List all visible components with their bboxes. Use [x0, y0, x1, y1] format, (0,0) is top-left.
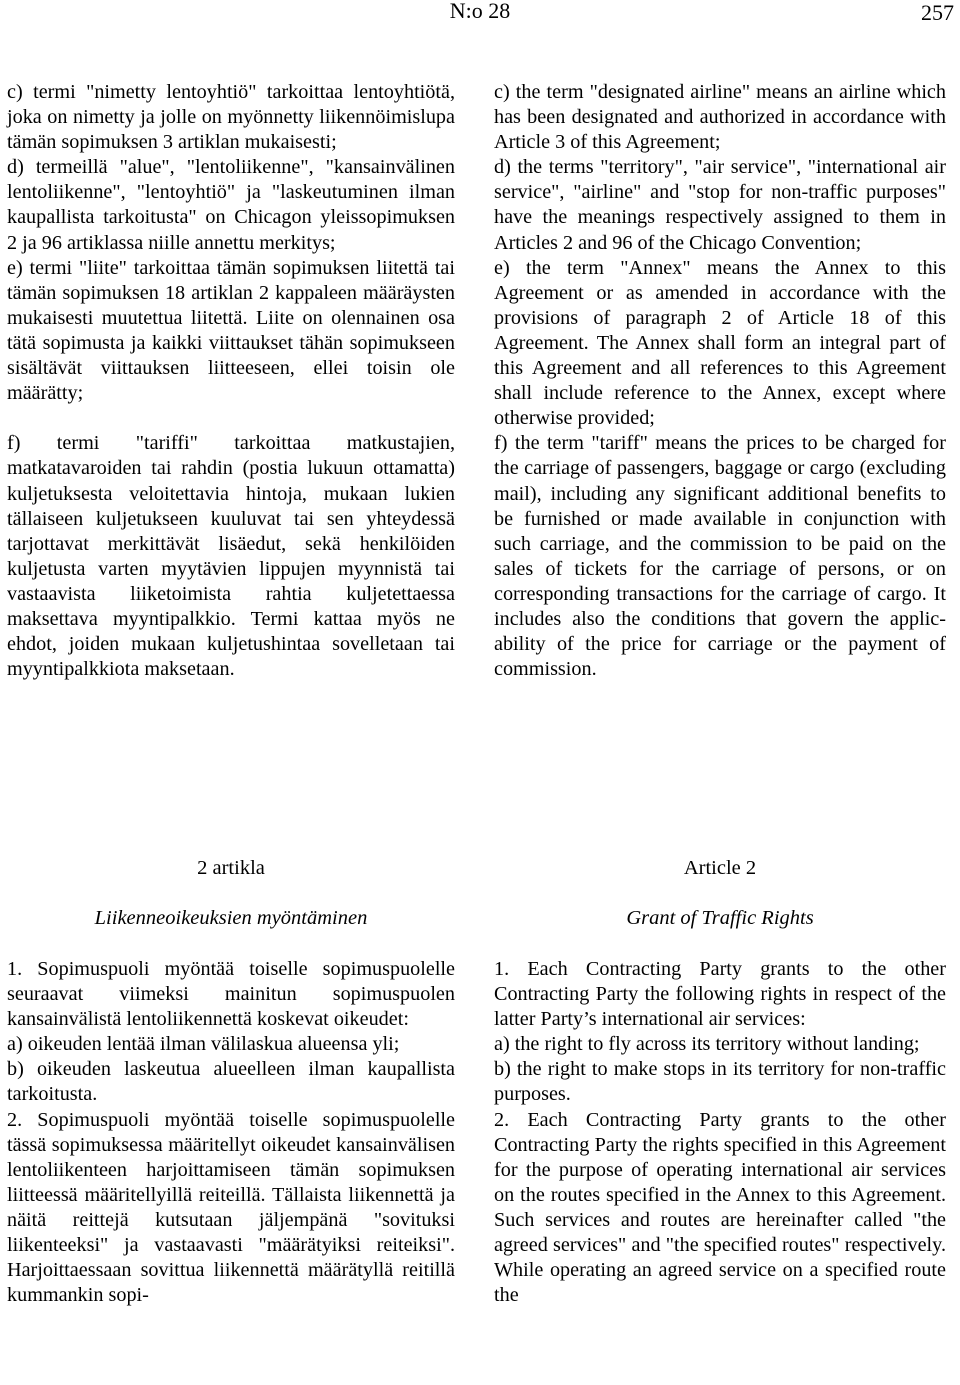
finnish-article-item-b: b) oikeuden laskeutua alueelleen ilman kaupallista tarkoitusta. — [7, 1058, 455, 1106]
series-number: N:o 28 — [449, 0, 511, 23]
english-article-item-b: b) the right to make stops in its territory for non-traffic purposes. — [494, 1058, 946, 1106]
finnish-article-number: 2 artikla — [197, 857, 265, 879]
english-definitions-column — [494, 80, 946, 682]
finnish-article-item-a: a) oikeuden lentää ilman välilaskua alueensa yli; — [7, 1033, 400, 1056]
finnish-article-paragraph-1: 1. Sopimuspuoli myöntää toiselle sopimuspuolelle seuraavat viimeksi mainitun sopimuspuolen kansainvälistä lentoliikennettä koskevat oikeudet: — [7, 958, 455, 1031]
english-definition-f: f) the term "tariff" means the prices to be charged for the carriage of passengers, baggage or cargo (excluding mail), including any significant additional benefits to be furnished or made available in conjunction with such carriage, and the commission to be paid on the sales of tickets for the carriage of persons, or on corresponding transactions for the carriage of cargo. It includes also the conditions that govern the applicability of the price for carriage or the payment of commission. — [494, 432, 946, 681]
finnish-definition-f: f) termi "tariffi" tarkoittaa matkustajien, matkatavaroiden tai rahdin (postia lukuun ottamatta) kuljetuksesta veloitettavia hintoja, mukaan lukien tällaiseen kuljetukseen kuuluvat tai sen yhteydessä tarjottavat merkittävät lisäedut, sekä henkilöiden kuljetusta varten myytävien lippujen myynnistä tai vastaavista liiketoimista rahtia kuljetettaessa maksettava myyntipalkkio. Termi kattaa myös ne ehdot, joiden mukaan kuljetushintaa sovelletaan tai myyntipalkkiota maksetaan. — [7, 432, 455, 681]
english-article-item-a: a) the right to fly across its territory without landing; — [494, 1033, 920, 1056]
finnish-definition-d: d) termeillä "alue", "lentoliikenne", "kansainvälinen lentoliikenne", "lentoyhtiö" ja "laskeutuminen ilman kaupallista tarkoitusta" on Chicagon yleissopimuksen 2 ja 96 artiklassa niille annettu merkitys; — [7, 156, 455, 254]
english-article-title: Grant of Traffic Rights — [626, 907, 814, 929]
finnish-article-paragraph-2: 2. Sopimuspuoli myöntää toiselle sopimuspuolelle tässä sopimuksessa määritellyt oikeudet kansainvälisen lentoliikenteen harjoittamiseen tämän sopimuksen liitteessä määritellyillä reiteillä. Tällaista liikennettä ja näitä reittejä kutsutaan jäljempänä "sovituksi liikenteeksi" ja vastaavasti "määrätyiksi reiteiksi". Harjoittaessaan sovittua liikennettä määrätyllä reitillä kummankin sopi- — [7, 1108, 455, 1307]
finnish-definition-c: c) termi "nimetty lentoyhtiö" tarkoittaa lentoyhtiötä, joka on nimetty ja jolle on myönnetty liikennöimislupa tämän sopimuksen 3 artiklan mukaisesti; — [7, 81, 455, 154]
page-number: 257 — [921, 0, 954, 25]
finnish-definition-e: e) termi "liite" tarkoittaa tämän sopimuksen liitettä tai tämän sopimuksen 18 artiklan 2 kappaleen määräysten mukaisesti muutettua liitettä. Liite on olennainen osa tätä sopimusta ja kaikki viittaukset tähän sopimukseen sisältävät viittauksen liitteeseen, ellei toisin ole määrätty; — [7, 256, 455, 405]
finnish-definitions-column — [7, 80, 455, 682]
english-definition-e: e) the term "Annex" means the Annex to this Agreement or as amended in accordance with the provisions of paragraph 2 of Article 18 of this Agreement. The Annex shall form an integral part of this Agreement and all references to this Agreement shall include reference to the Annex, except where otherwise provided; — [494, 256, 946, 430]
english-article-number: Article 2 — [683, 857, 757, 879]
english-definition-d: d) the terms "territory", "air service", "international air service", "airline" and "stop for non-traffic purposes" have the meanings respectively assigned to them in Articles 2 and 96 of the Chicago Convention; — [494, 156, 946, 254]
finnish-article-title: Liikenneoikeuksien myöntäminen — [94, 907, 368, 929]
finnish-article-body — [7, 957, 455, 1308]
english-article-paragraph-2: 2. Each Contracting Party grants to the other Contracting Party the rights specified in this Agreement for the purpose of operating international air services on the routes specified in the Annex to this Agreement. Such services and routes are hereinafter called "the agreed services" and "the specified routes" respectively. While operating an agreed service on a specified route the — [494, 1108, 946, 1307]
english-article-paragraph-1: 1. Each Contracting Party grants to the other Contracting Party the following rights in respect of the latter Party’s international air services: — [494, 958, 946, 1031]
english-definition-c: c) the term "designated airline" means an airline which has been designated and authorized in accordance with Article 3 of this Agreement; — [494, 81, 946, 154]
english-article-body — [494, 957, 946, 1308]
